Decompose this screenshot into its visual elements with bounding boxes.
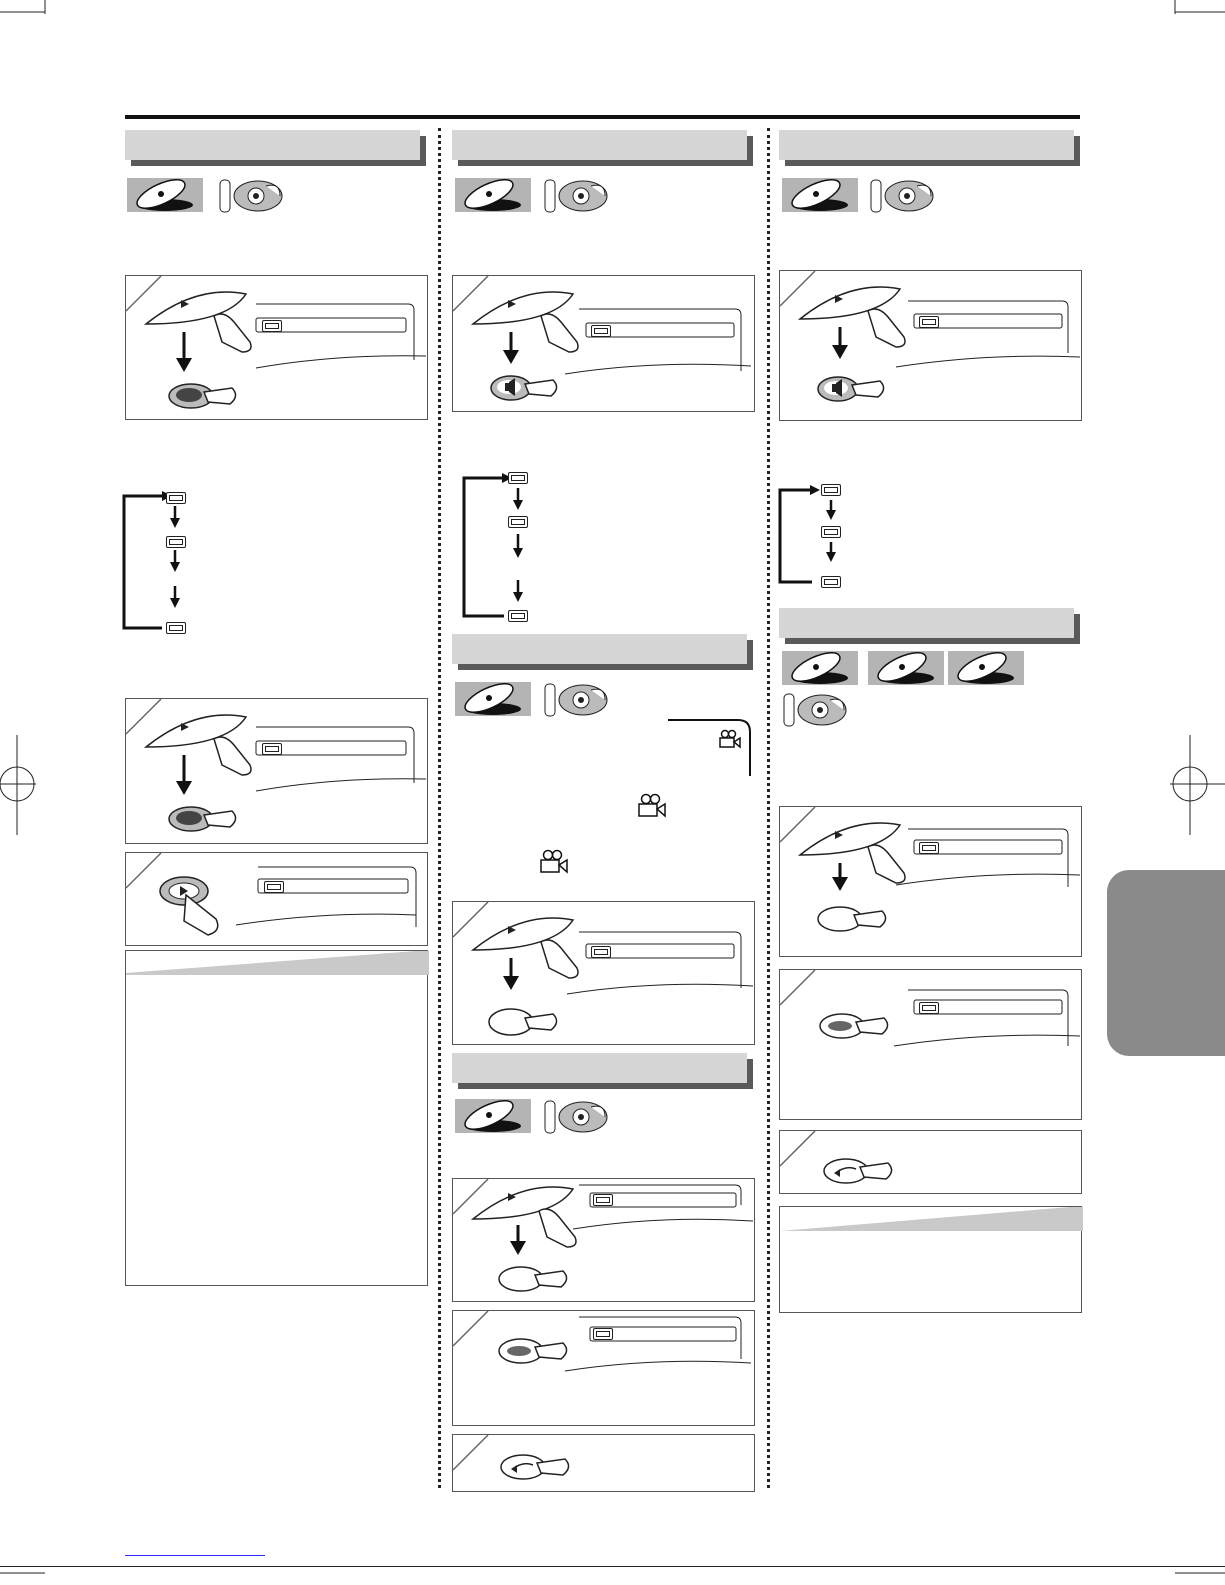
disc-icon [782, 178, 858, 212]
audio-icon [508, 610, 528, 622]
subtitle-cycle-diagram [118, 488, 198, 628]
note-box-right [779, 1206, 1082, 1313]
marker-icon [919, 1002, 939, 1014]
stereo-cycle-diagram [776, 482, 856, 592]
step-box-zoom-1 [452, 1178, 755, 1302]
remote-disc-icon [543, 176, 609, 216]
side-section-tab [1107, 870, 1225, 1056]
audio-cycle-diagram [458, 470, 538, 620]
step-diagram [453, 276, 756, 413]
remote-disc-icon [218, 176, 284, 216]
remote-disc-icon [869, 176, 935, 216]
audio-icon [508, 472, 528, 484]
audio-icon [821, 484, 841, 496]
disc-icon [455, 178, 531, 212]
marker-icon [919, 842, 939, 854]
audio-icon [591, 325, 611, 337]
subtitle-icon [166, 492, 186, 504]
step-diagram [780, 970, 1083, 1121]
angle-icon [591, 946, 611, 958]
step-box-audio [452, 275, 755, 412]
footer-rule [0, 1566, 1225, 1567]
section-header-audio [452, 130, 747, 160]
step-box-marker-3 [779, 1130, 1082, 1194]
step-diagram [126, 276, 429, 421]
section-header-stereo [779, 130, 1074, 160]
note-header-wedge [126, 951, 429, 977]
step-box-marker-1 [779, 806, 1082, 957]
step-diagram [780, 1131, 1083, 1195]
audio-icon [821, 576, 841, 588]
step-box-marker-2 [779, 969, 1082, 1120]
step-diagram [126, 853, 429, 947]
section-header-angle [452, 634, 747, 664]
disc-icon [868, 651, 944, 685]
remote-disc-icon [543, 1097, 609, 1137]
section-header-subtitle [125, 130, 420, 160]
angle-camera-icon [636, 794, 668, 818]
subtitle-icon [262, 320, 282, 332]
subtitle-icon [166, 622, 186, 634]
step-box-subtitle-1 [125, 275, 428, 420]
subtitle-icon [262, 743, 282, 755]
step-diagram [780, 271, 1083, 422]
remote-disc-icon [782, 690, 848, 730]
step-box-subtitle-3 [125, 852, 428, 946]
angle-camera-icon [718, 730, 742, 748]
zoom-icon [593, 1194, 613, 1206]
step-box-stereo [779, 270, 1082, 421]
disc-icon [948, 651, 1024, 685]
disc-icon [455, 682, 531, 716]
step-box-zoom-2 [452, 1310, 755, 1426]
note-box-left [125, 950, 428, 1286]
angle-camera-icon [538, 850, 570, 874]
footer-link-underline [125, 1555, 265, 1556]
subtitle-icon [166, 536, 186, 548]
zoom-icon [593, 1328, 613, 1340]
remote-disc-icon [543, 680, 609, 720]
step-diagram [126, 699, 429, 845]
section-header-zoom [452, 1053, 747, 1083]
step-box-angle [452, 901, 755, 1045]
angle-bracket [668, 718, 758, 778]
step-box-subtitle-2 [125, 698, 428, 844]
subtitle-icon [264, 881, 284, 893]
step-diagram [453, 1435, 756, 1493]
audio-icon [821, 526, 841, 538]
disc-icon [782, 651, 858, 685]
audio-icon [919, 316, 939, 328]
audio-icon [508, 516, 528, 528]
note-header-wedge [780, 1207, 1083, 1233]
disc-icon [127, 178, 203, 212]
step-diagram [780, 807, 1083, 958]
step-diagram [453, 902, 756, 1046]
section-header-marker [779, 608, 1074, 638]
step-box-zoom-3 [452, 1434, 755, 1492]
disc-icon [455, 1099, 531, 1133]
